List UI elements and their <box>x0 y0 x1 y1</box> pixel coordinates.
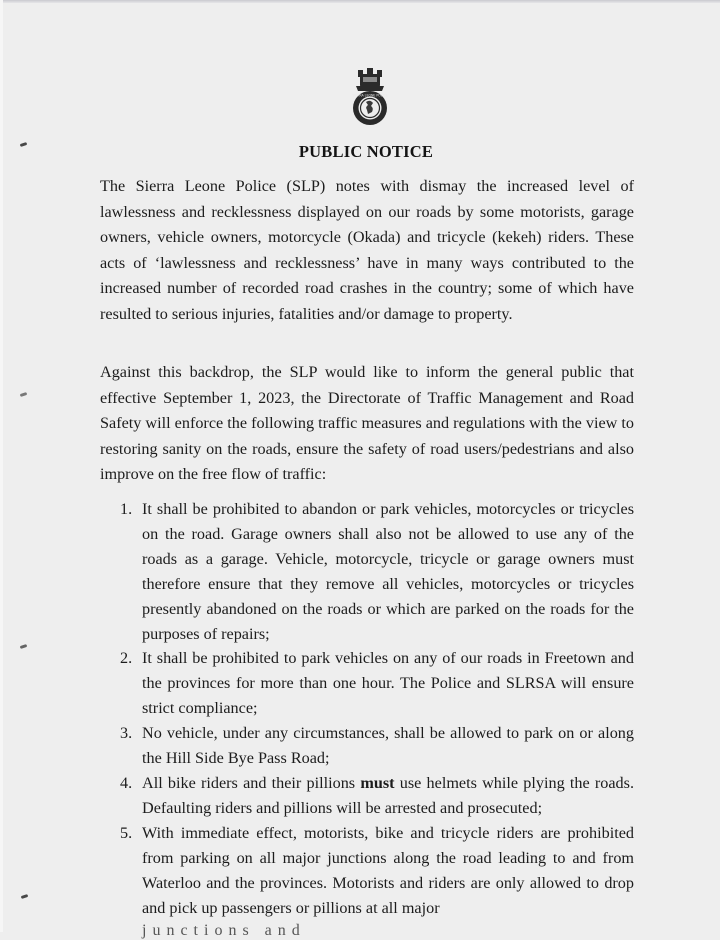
traffic-measures-list <box>100 497 634 920</box>
intro-paragraph: The Sierra Leone Police (SLP) notes with dismay the increased level of lawlessness and recklessness displayed on our roads by some motorists, garage owners, vehicle owners, motorcycle (Okada) and tricycle (kekeh) riders. These acts of ‘lawlessness and recklessness’ have in many ways contributed to the increased number of recorded road crashes in the country; some of which have resulted to serious injuries, fatalities and/or damage to property. <box>100 177 634 323</box>
measure-text: No vehicle, under any circumstances, shall be allowed to park on or along the Hill Side Bye Pass Road; <box>142 724 634 768</box>
measure-number: 4. <box>120 773 133 792</box>
measure-item <box>100 771 634 821</box>
margin-mark <box>20 644 28 649</box>
page-top-edge <box>0 0 720 3</box>
measure-item <box>100 646 634 721</box>
police-seal-logo <box>347 66 393 128</box>
measure-item <box>100 497 634 646</box>
measure-item <box>100 821 634 921</box>
measure-text-before: All bike riders and their pillions <box>142 773 361 792</box>
measure-item <box>100 721 634 771</box>
backdrop-paragraph: Against this backdrop, the SLP would like to inform the general public that effective September 1, 2023, the Directorate of Traffic Management and Road Safety will enforce the following traffic measures and regulations with the view to restoring sanity on the roads, ensure the safety of road users/pedestrians and also improve on the free flow of traffic: <box>100 363 634 484</box>
measure-number: 3. <box>120 724 133 743</box>
measure-number: 2. <box>120 649 133 668</box>
measure-number: 5. <box>120 823 133 842</box>
measure-text: It shall be prohibited to abandon or park vehicles, motorcycles or tricycles on the road. Garage owners shall also not be allowed to use any of the roads as a garage. Vehicle, motorcycle, tricycle or garage owners must therefore ensure that they remove all vehicles, motorcycles or tricycles presently abandoned on the roads or which are parked on the roads for the purposes of repairs; <box>142 500 634 643</box>
seal-ring <box>352 91 388 125</box>
measure-text: It shall be prohibited to park vehicles on any of our roads in Freetown and the provinces for more than one hour. The Police and SLRSA will ensure strict compliance; <box>142 649 634 718</box>
measure-number: 1. <box>120 500 133 518</box>
seal-crest <box>356 68 384 91</box>
measure-text: With immediate effect, motorists, bike and tricycle riders are prohibited from parking on all major junctions along the road leading to and from Waterloo and the provinces. Motorists and riders are only allowed to drop and pick up passengers or pillions at all major <box>142 823 634 917</box>
svg-text:SIERRA LEONE POLICE: SIERRA LEONE POLICE <box>352 93 388 98</box>
page-left-edge <box>0 0 3 932</box>
notice-title: PUBLIC NOTICE <box>298 142 434 161</box>
measure-text-after: use helmets while plying the roads. Defaulting riders and pillions will be arrested and prosecuted; <box>142 773 634 817</box>
measure-text <box>142 774 634 817</box>
margin-mark <box>20 392 28 397</box>
emphasis-must: must <box>360 773 395 792</box>
cutoff-text-fragment: junctions and <box>142 922 306 939</box>
margin-mark <box>21 894 29 899</box>
